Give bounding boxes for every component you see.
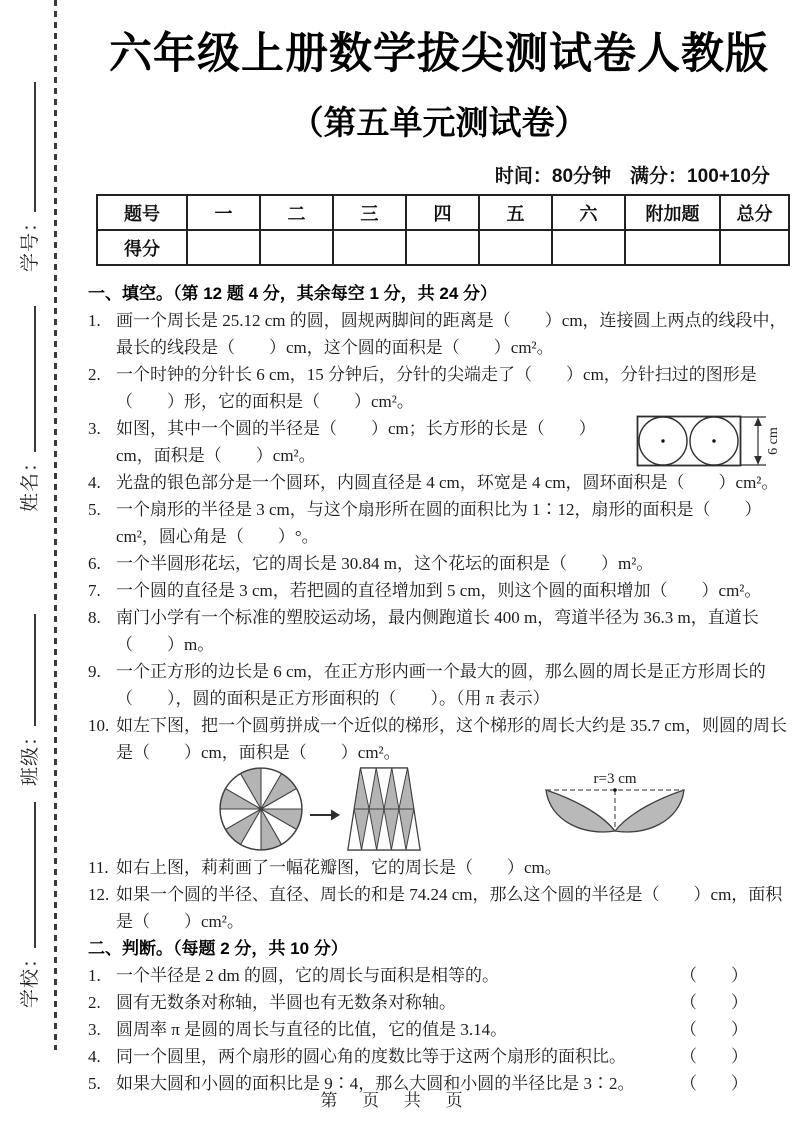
judge-question-3 [88, 1016, 788, 1043]
question-text: 南门小学有一个标准的塑胶运动场，最内侧跑道长 400 m，弯道半径为 36.3 m，直道长（ ）m。 [116, 608, 759, 654]
circle-sectors-svg [218, 766, 304, 852]
class-blank-line [32, 614, 36, 726]
question-number: 5. [88, 500, 101, 519]
question-text: 如图，其中一个圆的半径是（ ）cm；长方形的长是（ ）cm，面积是（ ）cm²。 [116, 419, 596, 465]
question-text: 同一个圆里，两个扇形的圆心角的度数比等于这两个扇形的面积比。 [116, 1047, 626, 1066]
page-subtitle: （第五单元测试卷） [290, 104, 588, 141]
rect-height-dimension-label: 6 cm [766, 427, 782, 455]
student-name-label: 姓名： [20, 451, 41, 512]
question-number: 3. [88, 419, 101, 438]
fill-question-2 [88, 361, 788, 415]
score-cell [625, 230, 720, 265]
fold-dashed-line [54, 0, 57, 1050]
question-number: 4. [88, 473, 101, 492]
score-cell [260, 230, 333, 265]
petal-radius-label: r=3 cm [593, 771, 637, 787]
circle-sectors-figure [218, 766, 304, 860]
answer-blank: （ ） [680, 1074, 748, 1093]
fill-question-8 [88, 604, 788, 658]
question-number: 7. [88, 581, 101, 600]
judge-question-4 [88, 1043, 788, 1070]
student-id-blank-line [32, 82, 36, 212]
score-table-header: 题号 [97, 195, 187, 230]
question-number: 11. [88, 858, 109, 877]
score-table-header: 二 [260, 195, 333, 230]
question-text: 如果一个圆的半径、直径、周长的和是 74.24 cm，那么这个圆的半径是（ ）cm，面积是（ ）cm²。 [116, 885, 783, 931]
question-number: 2. [88, 365, 101, 384]
score-cell [333, 230, 406, 265]
question-text: 如左下图，把一个圆剪拼成一个近似的梯形，这个梯形的周长大约是 35.7 cm，则圆的周长是（ ）cm，面积是（ ）cm²。 [116, 716, 788, 762]
fill-section-heading: 一、填空。（第 12 题 4 分，其余每空 1 分，共 24 分） [88, 284, 498, 303]
student-id-field [15, 82, 42, 272]
score-cell [479, 230, 552, 265]
student-id-label: 学号： [20, 211, 41, 272]
question-number: 3. [88, 1020, 101, 1039]
fill-question-12 [88, 881, 788, 935]
score-table-header: 总分 [720, 195, 789, 230]
answer-blank: （ ） [680, 966, 748, 985]
fill-question-11 [88, 854, 788, 881]
answer-blank: （ ） [680, 993, 748, 1012]
question-number: 1. [88, 311, 101, 330]
question-number: 10. [88, 716, 110, 735]
score-table [96, 194, 790, 266]
question-number: 1. [88, 966, 101, 985]
score-table-score-row [97, 230, 789, 265]
answer-blank: （ ） [680, 1047, 748, 1066]
question-text: 一个时钟的分针长 6 cm，15 分钟后，分针的尖端走了（ ）cm，分针扫过的图形是（ ）形，它的面积是（ ）cm²。 [116, 365, 757, 411]
fill-question-6 [88, 550, 788, 577]
fill-question-4 [88, 469, 788, 496]
question-10-11-figures [88, 766, 788, 854]
question-text: 如右上图，莉莉画了一幅花瓣图，它的周长是（ ）cm。 [116, 858, 562, 877]
school-field [15, 802, 42, 1008]
question-number: 9. [88, 662, 101, 681]
question-number: 6. [88, 554, 101, 573]
petal-figure [540, 766, 690, 846]
question-text: 一个圆的直径是 3 cm，若把圆的直径增加到 5 cm，则这个圆的面积增加（ ）cm²。 [116, 581, 762, 600]
question-text: 圆周率 π 是圆的周长与直径的比值，它的值是 3.14。 [116, 1020, 508, 1039]
student-name-field [15, 306, 42, 512]
question-number: 2. [88, 993, 101, 1012]
score-table-header: 五 [479, 195, 552, 230]
page-footer: 第 页 共 页 [320, 1091, 473, 1110]
score-table-header: 三 [333, 195, 406, 230]
exam-time-score-info: 时间：80分钟 满分：100+10分 [494, 166, 770, 187]
score-cell [187, 230, 260, 265]
fill-question-9 [88, 658, 788, 712]
question-text: 光盘的银色部分是一个圆环，内圆直径是 4 cm，环宽是 4 cm，圆环面积是（ ）cm²。 [116, 473, 779, 492]
score-table-header: 附加题 [625, 195, 720, 230]
question-text: 一个半圆形花坛，它的周长是 30.84 m，这个花坛的面积是（ ）m²。 [116, 554, 654, 573]
judge-section-heading: 二、判断。（每题 2 分，共 10 分） [88, 939, 348, 958]
question-text: 圆有无数条对称轴，半圆也有无数条对称轴。 [116, 993, 456, 1012]
score-cell [406, 230, 479, 265]
fill-question-7 [88, 577, 788, 604]
school-label: 学校： [20, 947, 41, 1008]
school-blank-line [32, 802, 36, 948]
fill-question-10 [88, 712, 788, 766]
score-table-header: 一 [187, 195, 260, 230]
score-table-header: 六 [552, 195, 625, 230]
answer-blank: （ ） [680, 1020, 748, 1039]
question-number: 5. [88, 1074, 101, 1093]
score-cell [720, 230, 789, 265]
score-table-header-row [97, 195, 789, 230]
question-text: 一个正方形的边长是 6 cm，在正方形内画一个最大的圆，那么圆的周长是正方形周长的（ ），圆的面积是正方形面积的（ ）。（用 π 表示） [116, 662, 766, 708]
question-number: 8. [88, 608, 101, 627]
fill-question-3 [88, 415, 788, 469]
rect-two-circles-figure [636, 415, 788, 467]
class-label: 班级： [20, 725, 41, 786]
class-field [15, 614, 42, 786]
question-number: 12. [88, 885, 110, 904]
rect-two-circles-svg [636, 415, 788, 467]
page-title: 六年级上册数学拔尖测试卷人教版 [109, 30, 769, 78]
score-cell [552, 230, 625, 265]
score-row-label: 得分 [97, 230, 187, 265]
judge-question-2 [88, 989, 788, 1016]
right-arrow-icon [310, 803, 340, 830]
petal-svg [540, 784, 690, 838]
question-text: 一个扇形的半径是 3 cm，与这个扇形所在圆的面积比为 1∶12，扇形的面积是（ ）cm²，圆心角是（ ）°。 [116, 500, 762, 546]
student-name-blank-line [32, 306, 36, 452]
question-text: 画一个周长是 25.12 cm 的圆，圆规两脚间的距离是（ ）cm，连接圆上两点的线段中，最长的线段是（ ）cm，这个圆的面积是（ ）cm²。 [116, 311, 787, 357]
question-text: 如果大圆和小圆的面积比是 9∶4，那么大圆和小圆的半径比是 3∶2。 [116, 1074, 635, 1093]
question-content [88, 280, 788, 1097]
question-number: 4. [88, 1047, 101, 1066]
judge-question-1 [88, 962, 788, 989]
question-text: 一个半径是 2 dm 的圆，它的周长与面积是相等的。 [116, 966, 499, 985]
score-table-header: 四 [406, 195, 479, 230]
fill-question-1 [88, 307, 788, 361]
fill-question-5 [88, 496, 788, 550]
trapezoid-from-sectors-figure [340, 766, 428, 860]
